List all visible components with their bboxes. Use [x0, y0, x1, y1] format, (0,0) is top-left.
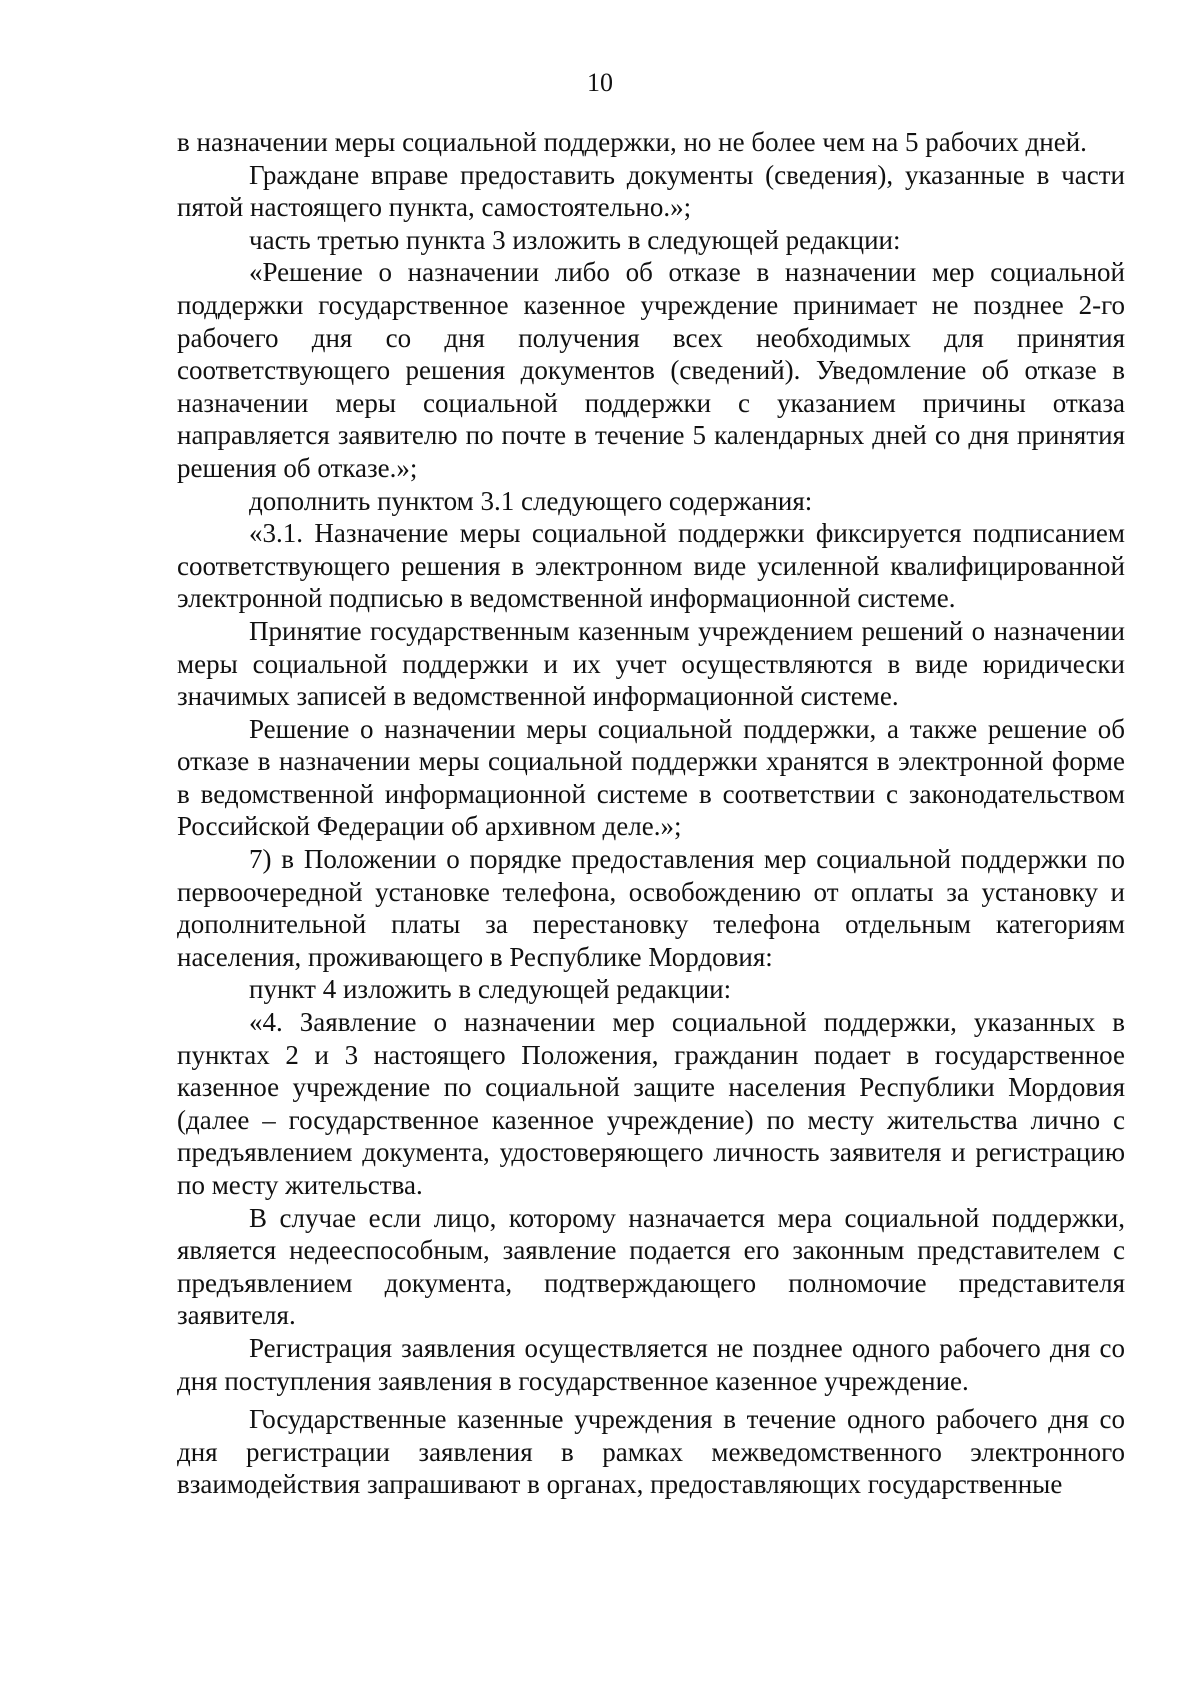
document-body — [177, 126, 1125, 1501]
paragraph-13: Регистрация заявления осуществляется не позднее одного рабочего дня со дня поступления заявления в государственное казенное учреждение. — [177, 1332, 1125, 1396]
paragraph-9: 7) в Положении о порядке предоставления мер социальной поддержки по первоочередной установке телефона, освобождению от оплаты за установку и дополнительной платы за перестановку телефона отдельным категориям населения, проживающего в Республике Мордовия: — [177, 844, 1125, 972]
paragraph-5: дополнить пунктом 3.1 следующего содержания: — [249, 485, 813, 516]
paragraph-6: «3.1. Назначение меры социальной поддержки фиксируется подписанием соответствующего решения в электронном виде усиленной квалифицированной электронной подписью в ведомственной информационной системе. — [177, 518, 1125, 614]
paragraph-7: Принятие государственным казенным учреждением решений о назначении меры социальной поддержки и их учет осуществляются в виде юридически значимых записей в ведомственной информационной системе. — [177, 615, 1125, 712]
paragraph-11: «4. Заявление о назначении мер социальной поддержки, указанных в пунктах 2 и 3 настоящего Положения, гражданин подает в государственное казенное учреждение по социальной защите населения Республики Мордовия (далее – государственное казенное учреждение) по месту жительства лично с предъявлением документа, удостоверяющего личность заявителя и регистрацию по месту жительства. — [177, 1007, 1125, 1200]
paragraph-3: часть третью пункта 3 изложить в следующей редакции: — [249, 224, 901, 255]
page-number: 10 — [587, 68, 613, 97]
paragraph-2: Граждане вправе предоставить документы (сведения), указанные в части пятой настоящего пункта, самостоятельно.»; — [177, 159, 1125, 223]
paragraph-8: Решение о назначении меры социальной поддержки, а также решение об отказе в назначении меры социальной поддержки хранятся в электронной форме в ведомственной информационной системе в соответствии с законодательством Российской Федерации об архивном деле.»; — [177, 713, 1125, 842]
paragraph-14: Государственные казенные учреждения в течение одного рабочего дня со дня регистрации заявления в рамках межведомственного электронного взаимодействия запрашивают в органах, предоставляющих государственные — [177, 1404, 1125, 1500]
paragraph-10: пункт 4 изложить в следующей редакции: — [249, 974, 732, 1005]
paragraph-1: в назначении меры социальной поддержки, но не более чем на 5 рабочих дней. — [177, 127, 1087, 157]
paragraph-12: В случае если лицо, которому назначается мера социальной поддержки, является недееспособным, заявление подается его законным представителем с предъявлением документа, подтверждающего полномочие представителя заявителя. — [177, 1202, 1125, 1331]
paragraph-4: «Решение о назначении либо об отказе в назначении мер социальной поддержки государственное казенное учреждение принимает не позднее 2-го рабочего дня со дня получения всех необходимых для принятия соответствующего решения документов (сведений). Уведомление об отказе в назначении меры социальной поддержки с указанием причины отказа направляется заявителю по почте в течение 5 календарных дней со дня принятия решения об отказе.»; — [177, 257, 1125, 483]
